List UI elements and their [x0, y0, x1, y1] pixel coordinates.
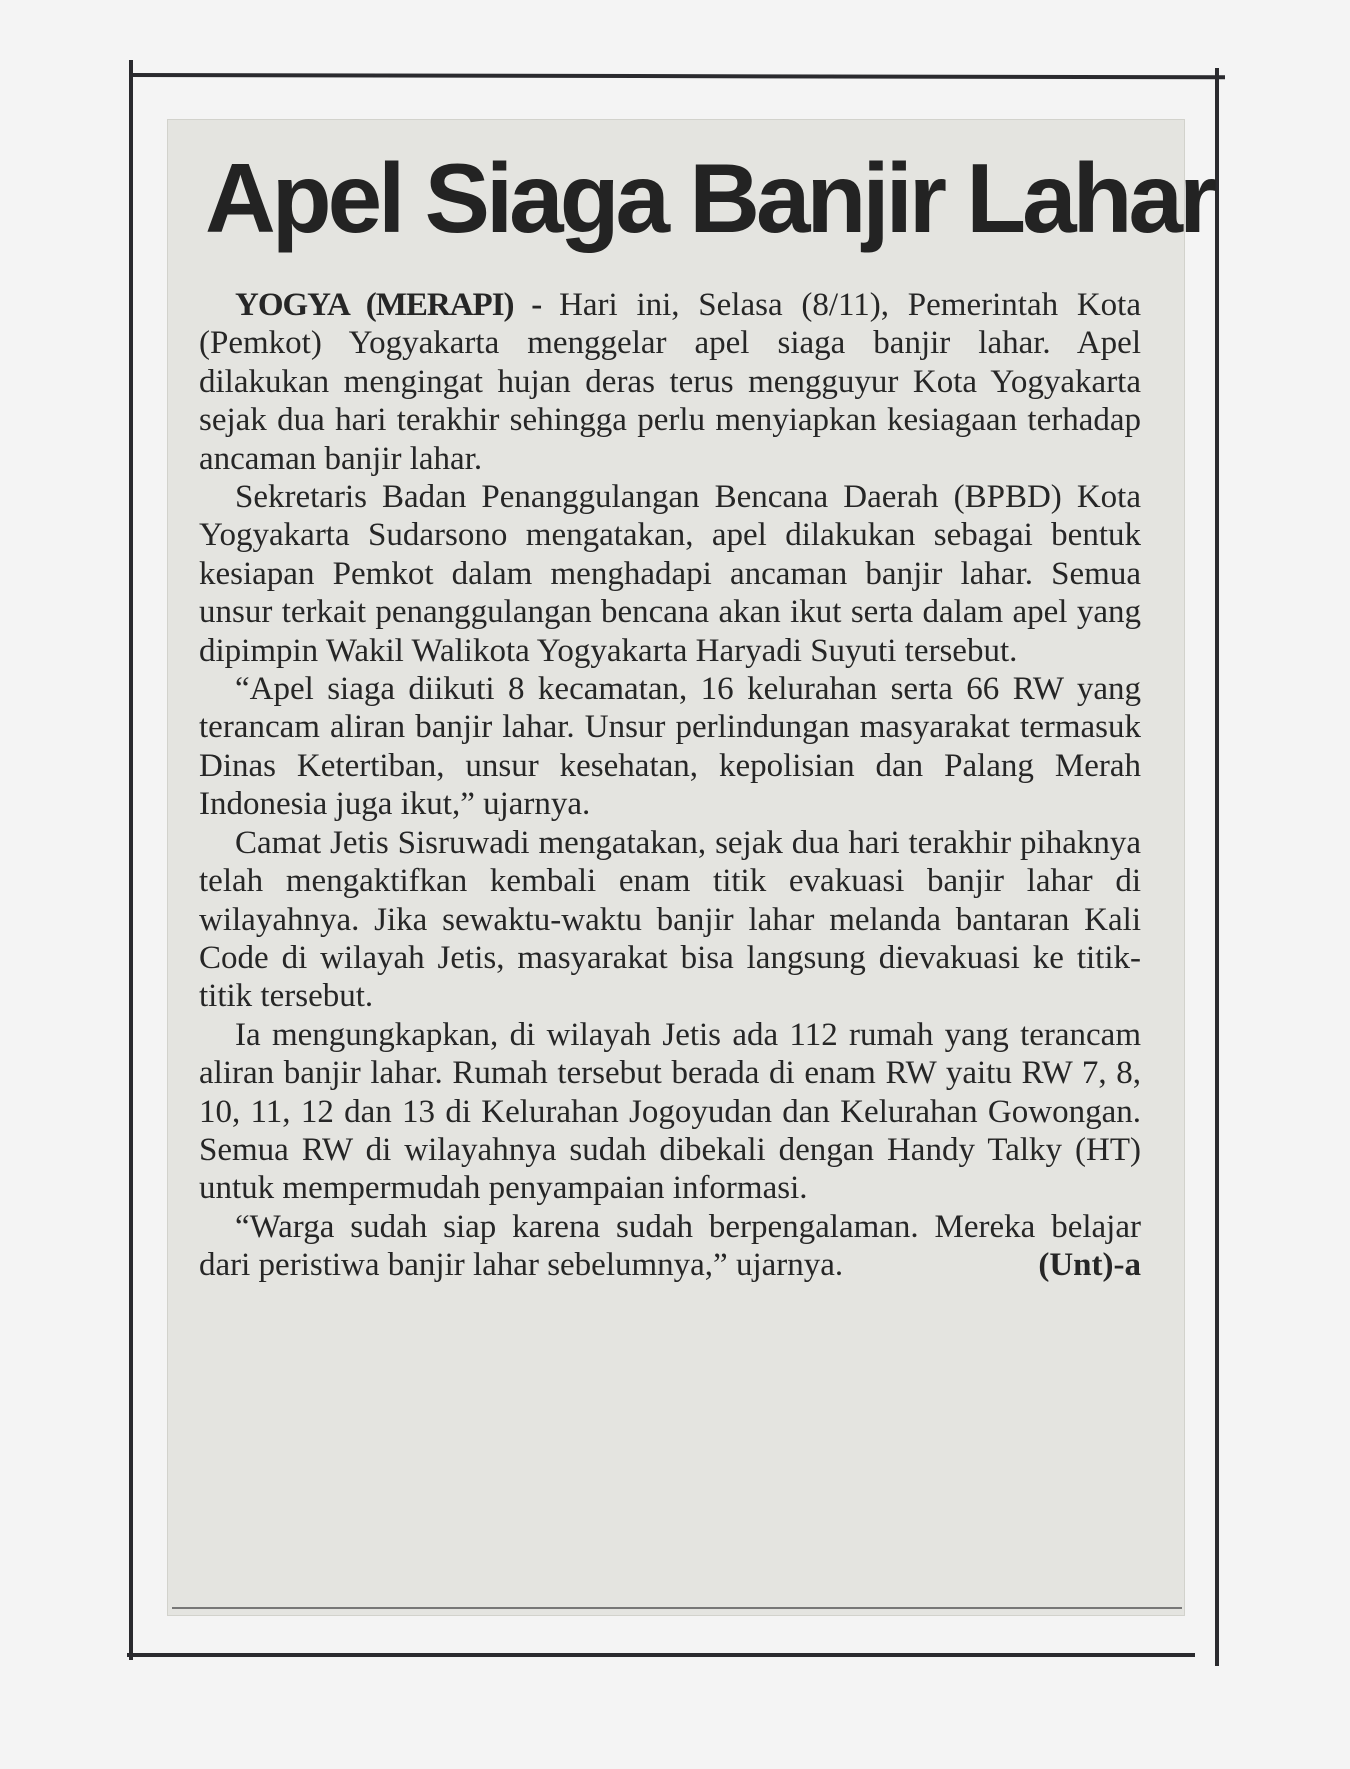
article-dateline: YOGYA (MERAPI) — [235, 287, 514, 323]
article-paragraph-5: Ia mengungkapkan, di wilayah Jetis ada 112 rumah yang terancam aliran banjir lahar. Rumah tersebut berada di enam RW yaitu RW 7, 8, 10, 11, 12 dan 13 di Kelurahan Jogoyudan dan Kelurahan Gowongan. Semua RW di wilayahnya sudah dibekali dengan Handy Talky (HT) untuk mempermudah penyampaian informasi. — [199, 1016, 1141, 1207]
article-headline: Apel Siaga Banjir Lahar — [205, 143, 1214, 253]
paragraph-text: Hari ini, Selasa (8/11), Pemerintah Kota (Pemkot) Yogyakarta menggelar apel siaga banjir lahar. Apel dilakukan mengingat hujan deras terus mengguyur Kota Yogyakarta sejak dua hari terakhir sehingga perlu menyiapkan kesiagaan terhadap ancaman banjir lahar. — [199, 287, 1141, 477]
scan-frame-left-border — [129, 60, 133, 1660]
paragraph-text: “Warga sudah siap karena sudah berpengalaman. Mereka belajar dari peristiwa banjir lahar sebelumnya,” ujarnya. — [199, 1208, 1141, 1284]
article-paragraph-2: Sekretaris Badan Penanggulangan Bencana Daerah (BPBD) Kota Yogyakarta Sudarsono mengatakan, apel dilakukan sebagai bentuk kesiapan Pemkot dalam menghadapi ancaman banjir lahar. Semua unsur terkait penanggulangan bencana akan ikut serta dalam apel yang dipimpin Wakil Walikota Yogyakarta Haryadi Suyuti tersebut. — [199, 479, 1141, 669]
article-paragraph-1 — [199, 286, 1141, 478]
dateline-separator: - — [513, 287, 560, 323]
article-paragraph-6 — [199, 1208, 1141, 1285]
scan-frame-top-border — [131, 73, 1225, 79]
clipping-bottom-rule — [172, 1607, 1182, 1609]
article-body — [199, 286, 1141, 1285]
scan-frame-right-border — [1215, 68, 1219, 1666]
article-paragraph-3: “Apel siaga diikuti 8 kecamatan, 16 kelurahan serta 66 RW yang terancam aliran banjir lahar. Unsur perlindungan masyarakat termasuk Dinas Ketertiban, unsur kesehatan, kepolisian dan Palang Merah Indonesia juga ikut,” ujarnya. — [199, 671, 1141, 823]
article-signoff: (Unt)-a — [1038, 1247, 1141, 1284]
scan-frame-bottom-border — [127, 1653, 1195, 1657]
article-paragraph-4: Camat Jetis Sisruwadi mengatakan, sejak dua hari terakhir pihaknya telah mengaktifkan kembali enam titik evakuasi banjir lahar di wilayahnya. Jika sewaktu-waktu banjir lahar melanda bantaran Kali Code di wilayah Jetis, masyarakat bisa langsung dievakuasi ke titik-titik tersebut. — [199, 824, 1141, 1015]
